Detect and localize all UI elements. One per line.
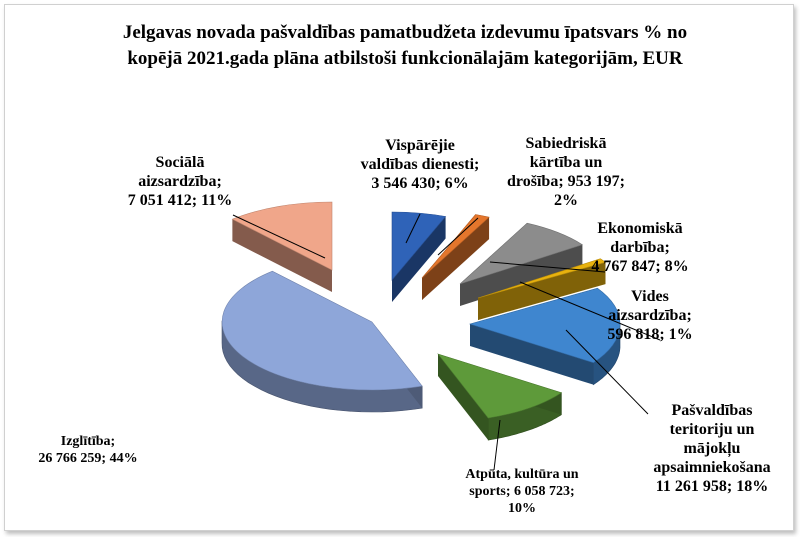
slice-label-4 bbox=[607, 288, 692, 343]
slice-label-7-line-2: 26 766 259; 44% bbox=[38, 451, 138, 466]
slice-label-7-line-1: Izglītība; bbox=[60, 434, 116, 449]
slice-label-5 bbox=[653, 402, 770, 495]
slice-label-1 bbox=[361, 137, 480, 192]
slice-label-4-line-2: aizsardzība; bbox=[608, 307, 692, 324]
slice-label-7 bbox=[38, 434, 137, 466]
slice-label-8 bbox=[128, 154, 232, 209]
slice-label-6-line-1: Atpūta, kultūra un bbox=[465, 467, 579, 482]
chart-title-line-2: kopējā 2021.gada plāna atbilstoši funkcionālajām kategorijām, EUR bbox=[127, 48, 683, 69]
slice-label-5-line-4: apsaimniekošana bbox=[653, 459, 771, 476]
slice-label-8-line-1: Sociālā bbox=[155, 154, 205, 171]
slice-label-3-line-2: darbība; bbox=[610, 239, 670, 256]
slice-label-2 bbox=[507, 135, 625, 209]
slice-label-5-line-3: mājokļu bbox=[683, 440, 741, 457]
slice-label-4-line-3: 596 818; 1% bbox=[607, 326, 693, 343]
slice-label-2-line-1: Sabiedriskā bbox=[525, 135, 607, 152]
slice-label-1-line-3: 3 546 430; 6% bbox=[371, 175, 469, 192]
slice-label-4-line-1: Vides bbox=[631, 288, 669, 305]
slice-label-6-line-2: sports; 6 058 723; bbox=[469, 484, 575, 499]
slice-label-3-line-3: 4 767 847; 8% bbox=[591, 258, 689, 275]
slice-label-8-line-2: aizsardzība; bbox=[138, 173, 222, 190]
slice-label-8-line-3: 7 051 412; 11% bbox=[127, 192, 233, 209]
slice-label-3-line-1: Ekonomiskā bbox=[597, 220, 683, 237]
chart-title-line-1: Jelgavas novada pašvaldības pamatbudžeta izdevumu īpatsvars % no bbox=[122, 22, 688, 43]
slice-label-1-line-1: Vispārējie bbox=[385, 137, 455, 154]
slice-label-3 bbox=[591, 220, 688, 275]
slice-label-5-line-5: 11 261 958; 18% bbox=[655, 478, 769, 495]
slice-label-1-line-2: valdības dienesti; bbox=[360, 156, 480, 173]
slice-label-6 bbox=[465, 467, 578, 516]
slice-label-2-line-3: drošība; 953 197; bbox=[507, 173, 625, 190]
slice-label-5-line-1: Pašvaldības bbox=[671, 402, 753, 419]
slice-label-6-line-3: 10% bbox=[508, 501, 536, 516]
slice-label-2-line-4: 2% bbox=[554, 192, 578, 209]
slice-label-2-line-2: kārtība un bbox=[529, 154, 603, 171]
slice-label-5-line-2: teritoriju un bbox=[669, 421, 755, 438]
